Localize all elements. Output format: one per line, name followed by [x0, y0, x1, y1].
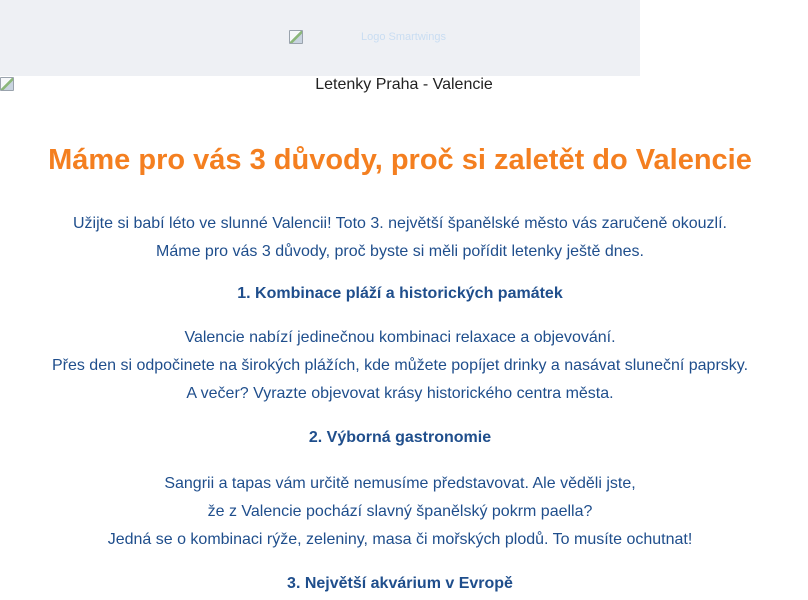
section-heading: 2. Výborná gastronomie [308, 429, 492, 446]
broken-image-icon [289, 30, 303, 44]
section-heading: 3. Největší akvárium v Evropě [287, 575, 513, 592]
email-header [0, 0, 640, 76]
section-line: Přes den si odpočinete na širokých plážích, kde můžete popíjet drinky a nasávat sluneční paprsky. [51, 357, 749, 374]
section-line: Jedná se o kombinaci rýže, zeleniny, masa či mořských plodů. To musíte ochutnat! [107, 531, 693, 548]
hero-alt-text: Letenky Praha - Valencie [315, 76, 493, 93]
intro-line: Máme pro vás 3 důvody, proč byste si měli pořídit letenky ještě dnes. [156, 243, 644, 260]
page-title: Máme pro vás 3 důvody, proč si zaletět do Valencie [48, 144, 752, 176]
logo-alt-text: Logo Smartwings [361, 31, 446, 43]
section-heading: 1. Kombinace pláží a historických památek [237, 285, 563, 302]
intro-line: Užijte si babí léto ve slunné Valencii! Toto 3. největší španělské město vás zaručeně okouzlí. [73, 215, 727, 232]
section-line: Valencie nabízí jedinečnou kombinaci relaxace a objevování. [184, 329, 616, 346]
section-line: že z Valencie pochází slavný španělský pokrm paella? [207, 503, 593, 520]
hero-image[interactable] [0, 76, 640, 94]
section-line: A večer? Vyrazte objevovat krásy historického centra města. [186, 385, 614, 402]
section-line: Sangrii a tapas vám určitě nemusíme představovat. Ale věděli jste, [164, 475, 636, 492]
main-content [0, 140, 800, 598]
logo-link[interactable] [289, 30, 446, 44]
